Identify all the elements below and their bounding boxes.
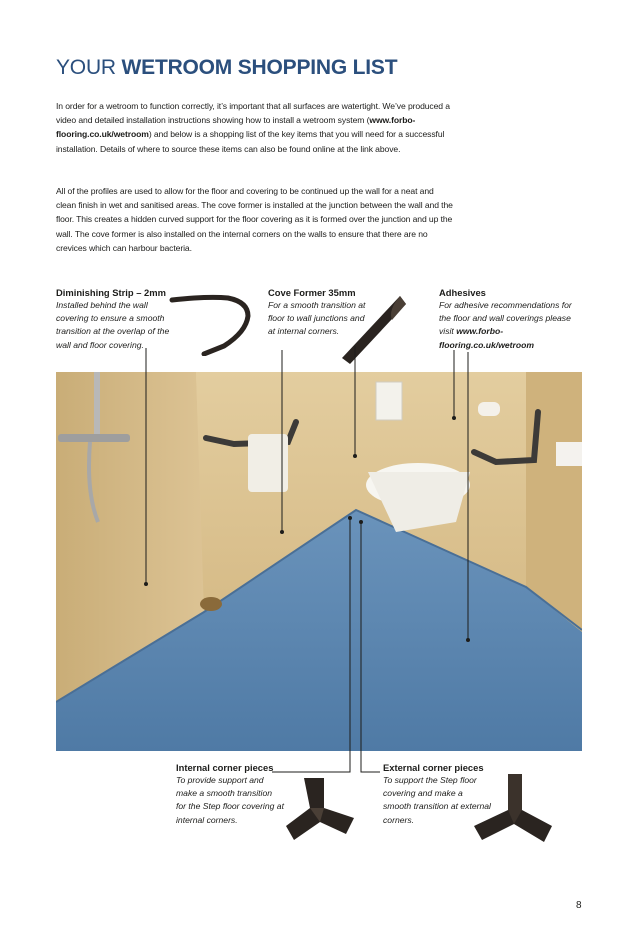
caption-title: External corner pieces (383, 762, 484, 773)
title-bold: WETROOM SHOPPING LIST (121, 56, 398, 79)
intro-text-p2: All of the profiles are used to allow for the floor and covering to be continued up the wall for a neat and clean finish in wet and sanitised areas. The cove former is installed at the junction between the wall and the floor. This creates a hidden curved support for the floor covering as it is formed over the junction and up the wall. The cove former is also installed on the internal corners on the walls to ensure that there are no crevices which can harbour bacteria. (56, 186, 453, 253)
caption-title: Adhesives (439, 287, 486, 298)
caption-text: To support the Step floor covering and make a smooth transition at external corners. (383, 775, 491, 825)
caption-text: For adhesive recommendations for the floor and wall coverings please visit (439, 300, 572, 337)
adhesives-link[interactable]: www.forbo-flooring.co.uk/wetroom (439, 326, 535, 350)
intro-text-a: In order for a wetroom to function correctly, it’s important that all surfaces are watertight. We’ve produced a video and detailed installation instructions showing how to install a wetroom system ( (56, 101, 450, 126)
caption-text: To provide support and make a smooth transition for the Step floor covering at internal corners. (176, 775, 284, 825)
page-number: 8 (576, 900, 582, 911)
caption-text: Installed behind the wall covering to ensure a smooth transition at the overlap of the wall and floor covering. (56, 300, 170, 350)
caption-text: For a smooth transition at floor to wall junctions and at internal corners. (268, 300, 366, 337)
caption-title: Diminishing Strip – 2mm (56, 287, 166, 298)
intro-text-b: ) and below is a shopping list of the key items that you will need for a successful installation. Details of where to source these items can also be found online at the link above. (56, 129, 445, 154)
caption-title: Cove Former 35mm (268, 287, 356, 298)
caption-title: Internal corner pieces (176, 762, 274, 773)
intro-link[interactable]: www.forbo-flooring.co.uk/wetroom (56, 115, 416, 140)
title-light: YOUR (56, 56, 116, 79)
